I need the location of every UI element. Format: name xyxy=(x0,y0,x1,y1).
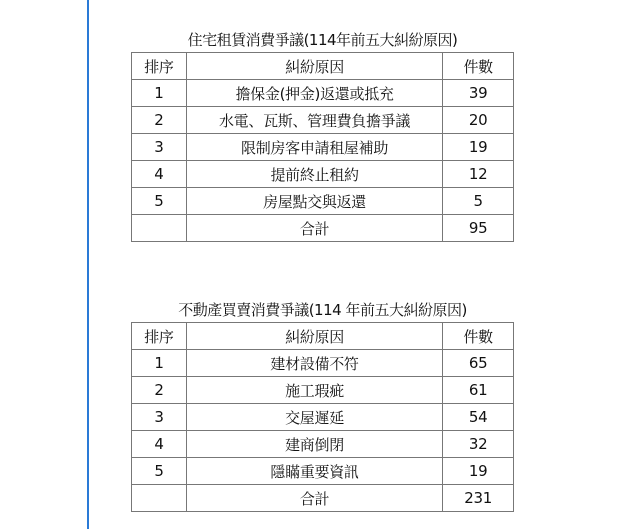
total-label: 合計 xyxy=(186,215,443,242)
total-label: 合計 xyxy=(186,485,442,512)
header-rank: 排序 xyxy=(132,323,187,350)
count-cell: 12 xyxy=(443,161,514,188)
total-count: 95 xyxy=(443,215,514,242)
rank-cell: 3 xyxy=(132,134,187,161)
table-title: 住宅租賃消費爭議(114年前五大糾紛原因) xyxy=(187,31,458,49)
table-row xyxy=(132,458,514,485)
total-row xyxy=(132,485,514,512)
header-rank: 排序 xyxy=(132,53,187,80)
rank-cell: 1 xyxy=(132,80,187,107)
table-row xyxy=(132,404,514,431)
reason-cell: 建材設備不符 xyxy=(186,350,442,377)
rank-cell: 4 xyxy=(132,431,187,458)
count-cell: 20 xyxy=(443,107,514,134)
count-cell: 61 xyxy=(443,377,514,404)
header-row xyxy=(132,53,514,80)
rental-disputes-table xyxy=(131,52,514,242)
real-estate-disputes-table xyxy=(131,322,514,512)
table-row xyxy=(132,161,514,188)
count-cell: 32 xyxy=(443,431,514,458)
rank-cell: 2 xyxy=(132,377,187,404)
count-cell: 54 xyxy=(443,404,514,431)
count-cell: 5 xyxy=(443,188,514,215)
count-cell: 65 xyxy=(443,350,514,377)
header-row xyxy=(132,323,514,350)
total-row xyxy=(132,215,514,242)
rank-cell: 2 xyxy=(132,107,187,134)
reason-cell: 建商倒閉 xyxy=(186,431,442,458)
count-cell: 19 xyxy=(443,134,514,161)
header-reason: 糾紛原因 xyxy=(186,323,442,350)
reason-cell: 水電、瓦斯、管理費負擔爭議 xyxy=(186,107,443,134)
count-cell: 39 xyxy=(443,80,514,107)
left-margin-line xyxy=(87,0,89,529)
rank-cell: 5 xyxy=(132,188,187,215)
count-cell: 19 xyxy=(443,458,514,485)
rank-cell: 1 xyxy=(132,350,187,377)
reason-cell: 施工瑕疵 xyxy=(186,377,442,404)
rank-cell: 3 xyxy=(132,404,187,431)
reason-cell: 提前終止租約 xyxy=(186,161,443,188)
table-row xyxy=(132,188,514,215)
header-reason: 糾紛原因 xyxy=(186,53,443,80)
table-row xyxy=(132,431,514,458)
table-row xyxy=(132,107,514,134)
reason-cell: 限制房客申請租屋補助 xyxy=(186,134,443,161)
header-count: 件數 xyxy=(443,53,514,80)
reason-cell: 隱瞞重要資訊 xyxy=(186,458,442,485)
empty-cell xyxy=(132,215,187,242)
rank-cell: 4 xyxy=(132,161,187,188)
rank-cell: 5 xyxy=(132,458,187,485)
table-title: 不動產買賣消費爭議(114 年前五大糾紛原因) xyxy=(178,301,467,319)
reason-cell: 擔保金(押金)返還或抵充 xyxy=(186,80,443,107)
table-row xyxy=(132,134,514,161)
header-count: 件數 xyxy=(443,323,514,350)
total-count: 231 xyxy=(443,485,514,512)
reason-cell: 交屋遲延 xyxy=(186,404,442,431)
table-row xyxy=(132,80,514,107)
table-row xyxy=(132,377,514,404)
table-row xyxy=(132,350,514,377)
empty-cell xyxy=(132,485,187,512)
reason-cell: 房屋點交與返還 xyxy=(186,188,443,215)
